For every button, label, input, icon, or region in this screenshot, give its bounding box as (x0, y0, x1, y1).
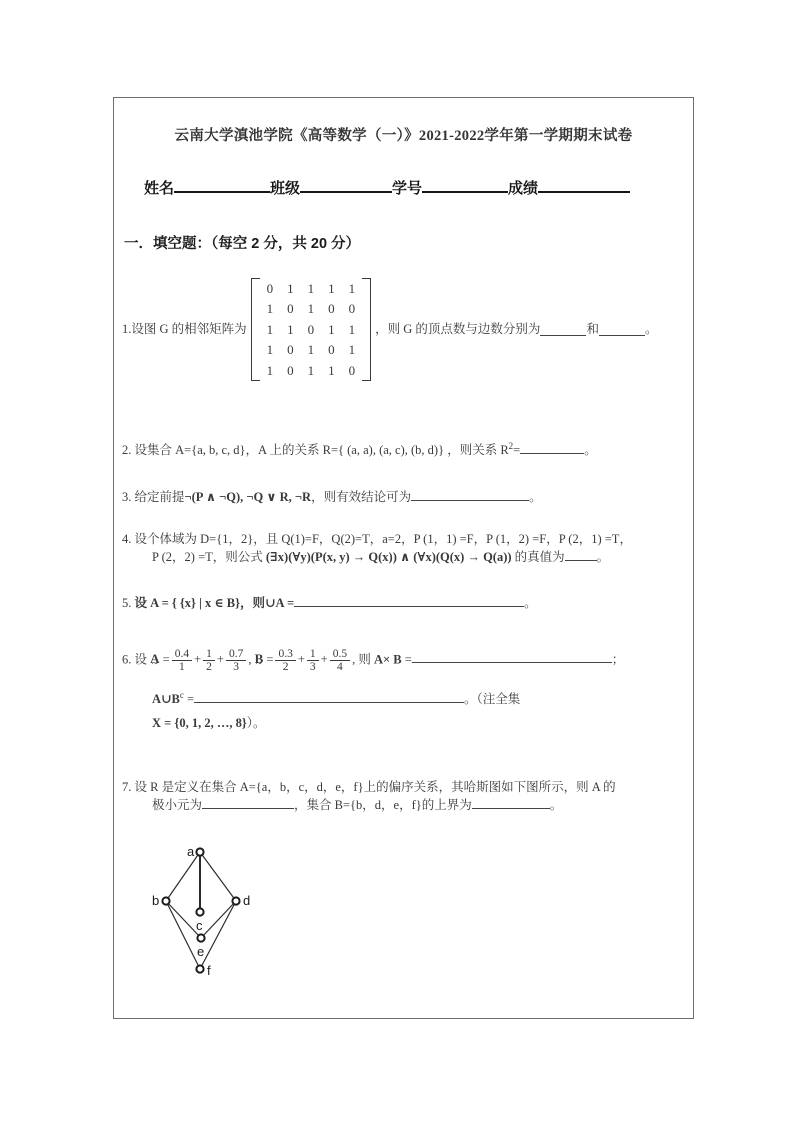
hasse-diagram-svg (126, 836, 296, 986)
q6-complement-superscript: c (179, 690, 184, 701)
q4-period: 。 (596, 550, 610, 565)
q6-number: 6. (122, 652, 132, 667)
q1-lead: 设图 G 的相邻矩阵为 (131, 322, 247, 337)
matrix-cell: 0 (348, 301, 356, 317)
q7-blank-minimal-elements[interactable] (202, 796, 294, 809)
matrix-grid (260, 278, 363, 381)
q1-blank-vertices[interactable] (540, 323, 586, 336)
matrix-cell: 1 (307, 301, 315, 317)
matrix-cell: 0 (287, 301, 294, 317)
matrix-cell: 1 (328, 362, 335, 378)
q4-line1: 设个体域为 D={1，2}，且 Q(1)=F，Q(2)=T，a=2，P (1，1) =F，P (1，2) =F，P (2，1) =T， (134, 532, 632, 546)
exam-paper-content (114, 98, 693, 1018)
question-5 (122, 594, 687, 612)
adjacency-matrix (251, 278, 372, 381)
fuzzy-set-a-expression (170, 648, 249, 674)
fraction-denominator: 3 (226, 660, 246, 673)
matrix-cell: 0 (266, 280, 274, 296)
q4-line2-post: 的真值为 (514, 550, 565, 565)
q2-period: 。 (584, 443, 597, 458)
q2-equals: = (513, 443, 521, 458)
q6-union-line (122, 689, 687, 708)
fraction-numerator: 0.3 (278, 648, 293, 660)
fuzzy-set-b-expression (273, 648, 352, 674)
q3-lead: 给定前提 (134, 490, 185, 504)
q6-product-eq: = (404, 652, 412, 667)
q6-universe-set: X = {0, 1, 2, …, 8} (152, 716, 247, 731)
q3-blank-answer[interactable] (411, 488, 529, 501)
q4-blank-truth-value[interactable] (565, 548, 597, 561)
matrix-row (260, 360, 363, 381)
q7-number: 7. (122, 780, 132, 794)
matrix-cell: 1 (307, 342, 315, 358)
q3-number: 3. (122, 490, 132, 504)
plus-operator: + (194, 652, 202, 667)
exam-paper-frame (113, 97, 694, 1019)
fraction-numerator: 0.7 (228, 648, 244, 660)
hasse-edge-a-d (200, 852, 236, 901)
q5-number: 5. (122, 596, 132, 610)
matrix-cell: 1 (287, 280, 294, 296)
q6-eq-b: = (266, 652, 274, 667)
hasse-node-b (162, 897, 169, 904)
q6-union-label: A∪B (152, 692, 180, 707)
matrix-cell: 1 (307, 280, 315, 296)
hasse-node-label-f: f (207, 963, 211, 978)
hasse-nodes (152, 844, 250, 978)
q6-cartesian-product-label: A× B (373, 652, 402, 667)
class-label: 班级 (270, 180, 301, 197)
matrix-left-bracket (251, 278, 260, 381)
q4-line2-pre: P (2，2) =T，则公式 (152, 550, 263, 565)
hasse-node-f (196, 965, 203, 972)
hasse-edge-d-f (200, 901, 236, 969)
matrix-cell: 1 (287, 321, 294, 337)
matrix-cell: 1 (348, 280, 356, 296)
score-input[interactable] (538, 176, 630, 193)
hasse-edge-d-e (201, 901, 236, 938)
fraction-denominator: 2 (203, 660, 215, 673)
student-no-label: 学号 (392, 180, 423, 197)
matrix-cell: 1 (266, 301, 274, 317)
q6-then: 则 (358, 652, 371, 667)
q1-conjunction: 和 (586, 322, 599, 337)
question-3 (122, 488, 687, 506)
hasse-node-label-a: a (187, 844, 195, 859)
question-1 (122, 278, 687, 381)
fraction-numerator: 0.5 (332, 648, 348, 660)
q4-formula: (∃x)(∀y)(P(x, y) → Q(x)) ∧ (∀x)(Q(x) → Q(a)) (265, 550, 512, 565)
q7-minimal-label: 极小元为 (152, 798, 203, 813)
matrix-cell: 0 (287, 362, 294, 378)
q3-premises-formula: ¬(P ∧ ¬Q), ¬Q ∨ R, ¬R (184, 490, 312, 504)
student-identity-line (144, 176, 671, 198)
matrix-row (260, 340, 363, 361)
question-2 (122, 440, 687, 459)
fraction-term (307, 648, 319, 673)
matrix-row (260, 278, 363, 299)
fraction-numerator: 0.4 (174, 648, 190, 660)
hasse-node-e (197, 934, 204, 941)
q1-blank-edges[interactable] (599, 323, 645, 336)
hasse-node-label-b: b (152, 893, 160, 908)
q1-number: 1. (122, 322, 132, 337)
q6-lead: 设 (134, 652, 148, 667)
matrix-cell: 1 (348, 342, 356, 358)
hasse-node-a (196, 848, 203, 855)
q6-blank-union[interactable] (194, 690, 464, 703)
q5-set-definition: 设 A = { {x} | x ∈ B}，则 (134, 596, 266, 610)
q6-eq-a: = (162, 652, 170, 667)
hasse-edge-b-f (166, 901, 200, 969)
hasse-node-label-d: d (243, 893, 251, 908)
q4-number: 4. (122, 532, 132, 546)
q2-exponent: 2 (508, 441, 514, 451)
hasse-node-c (196, 908, 203, 915)
q7-line1: 设 R 是定义在集合 A={a，b，c，d，e，f}上的偏序关系，其哈斯图如下图所示，则 A 的 (134, 780, 616, 794)
q7-upper-bound-label: ，集合 B={b，d，e，f}的上界为 (294, 798, 472, 813)
matrix-cell: 0 (328, 342, 335, 358)
q2-blank-answer[interactable] (520, 441, 584, 454)
q1-tail: ，则 G 的顶点数与边数分别为 (375, 322, 541, 337)
q5-union-operator: ∪A = (265, 596, 295, 610)
matrix-cell: 1 (348, 321, 356, 337)
fraction-denominator: 3 (307, 660, 319, 673)
page-title: 云南大学滇池学院《高等数学（一）》2021-2022学年第一学期期末试卷 (174, 128, 633, 144)
q5-blank-answer[interactable] (294, 594, 524, 607)
student-no-input[interactable] (422, 176, 508, 193)
fraction-numerator: 1 (206, 648, 212, 660)
matrix-cell: 1 (266, 321, 274, 337)
q4-line2 (122, 548, 687, 566)
fraction-term (203, 648, 215, 673)
matrix-cell: 1 (266, 362, 274, 378)
q1-period: 。 (644, 322, 658, 337)
hasse-diagram (126, 836, 296, 986)
fraction-denominator: 1 (172, 660, 192, 673)
q6-union-eq: = (186, 692, 195, 707)
plus-operator: + (216, 652, 224, 667)
matrix-cell: 1 (307, 362, 315, 378)
q6-note-post: ）。 (246, 716, 266, 731)
question-6: 6. 设 A ~ = $\frac{0.4}{1}$ + $\frac{1}{2}$ + $\frac{0.7}{3}$ , B ~ = $\frac{0.3}{2}$ + $\frac{1}{3}$ + $\frac{0.5}{4}$ , 则 A× B = ； $A\cup B^c$ = 。（注全集 X = {0, 1, 2, …, 8}）。 (122, 648, 687, 733)
q7-blank-upper-bound[interactable] (472, 796, 550, 809)
q6-universe-note (122, 714, 687, 732)
matrix-cell: 0 (307, 321, 315, 337)
fraction-denominator: 2 (275, 660, 295, 673)
fuzzy-set-b-label: B ~ (255, 650, 264, 669)
matrix-cell: 0 (287, 342, 294, 358)
class-input[interactable] (300, 176, 392, 193)
q3-period: 。 (529, 490, 542, 504)
fraction-numerator: 1 (309, 648, 316, 660)
q7-line2 (122, 796, 687, 814)
q2-number: 2. (122, 443, 132, 458)
q6-note-pre: 。（注全集 (464, 692, 521, 707)
name-input[interactable] (174, 176, 270, 193)
matrix-cell: 1 (328, 321, 335, 337)
section-heading-fill-in-blanks: 一．填空题：（每空 2 分，共 20 分） (124, 236, 361, 252)
hasse-node-d (232, 897, 239, 904)
fraction-term (226, 648, 246, 673)
q6-blank-product[interactable] (412, 651, 612, 664)
question-4 (122, 530, 687, 566)
q6-semicolon: ； (611, 652, 625, 667)
matrix-cell: 0 (348, 362, 356, 378)
fraction-term (275, 648, 295, 673)
fuzzy-set-a-label: A ~ (150, 650, 159, 669)
q2-text: 设集合 A={a, b, c, d}，A 上的关系 R={ (a, a), (a, c), (b, d)} ，则关系 R (134, 443, 509, 458)
score-label: 成绩 (508, 180, 539, 197)
fraction-term (330, 648, 350, 673)
matrix-right-bracket (362, 278, 371, 381)
plus-operator: + (297, 652, 305, 667)
matrix-cell: 0 (328, 301, 335, 317)
matrix-cell: 1 (266, 342, 274, 358)
matrix-row (260, 319, 363, 340)
q3-tail: ，则有效结论可为 (311, 490, 412, 504)
q7-period: 。 (549, 798, 563, 813)
question-7 (122, 778, 687, 814)
fraction-denominator: 4 (330, 660, 350, 673)
plus-operator: + (320, 652, 328, 667)
matrix-cell: 1 (328, 280, 335, 296)
fraction-term (172, 648, 192, 673)
name-label: 姓名 (144, 180, 175, 197)
hasse-edge-a-b (166, 852, 200, 901)
matrix-row (260, 299, 363, 320)
q5-period: 。 (524, 596, 537, 610)
hasse-node-label-e: e (197, 944, 205, 959)
hasse-node-label-c: c (196, 918, 203, 933)
